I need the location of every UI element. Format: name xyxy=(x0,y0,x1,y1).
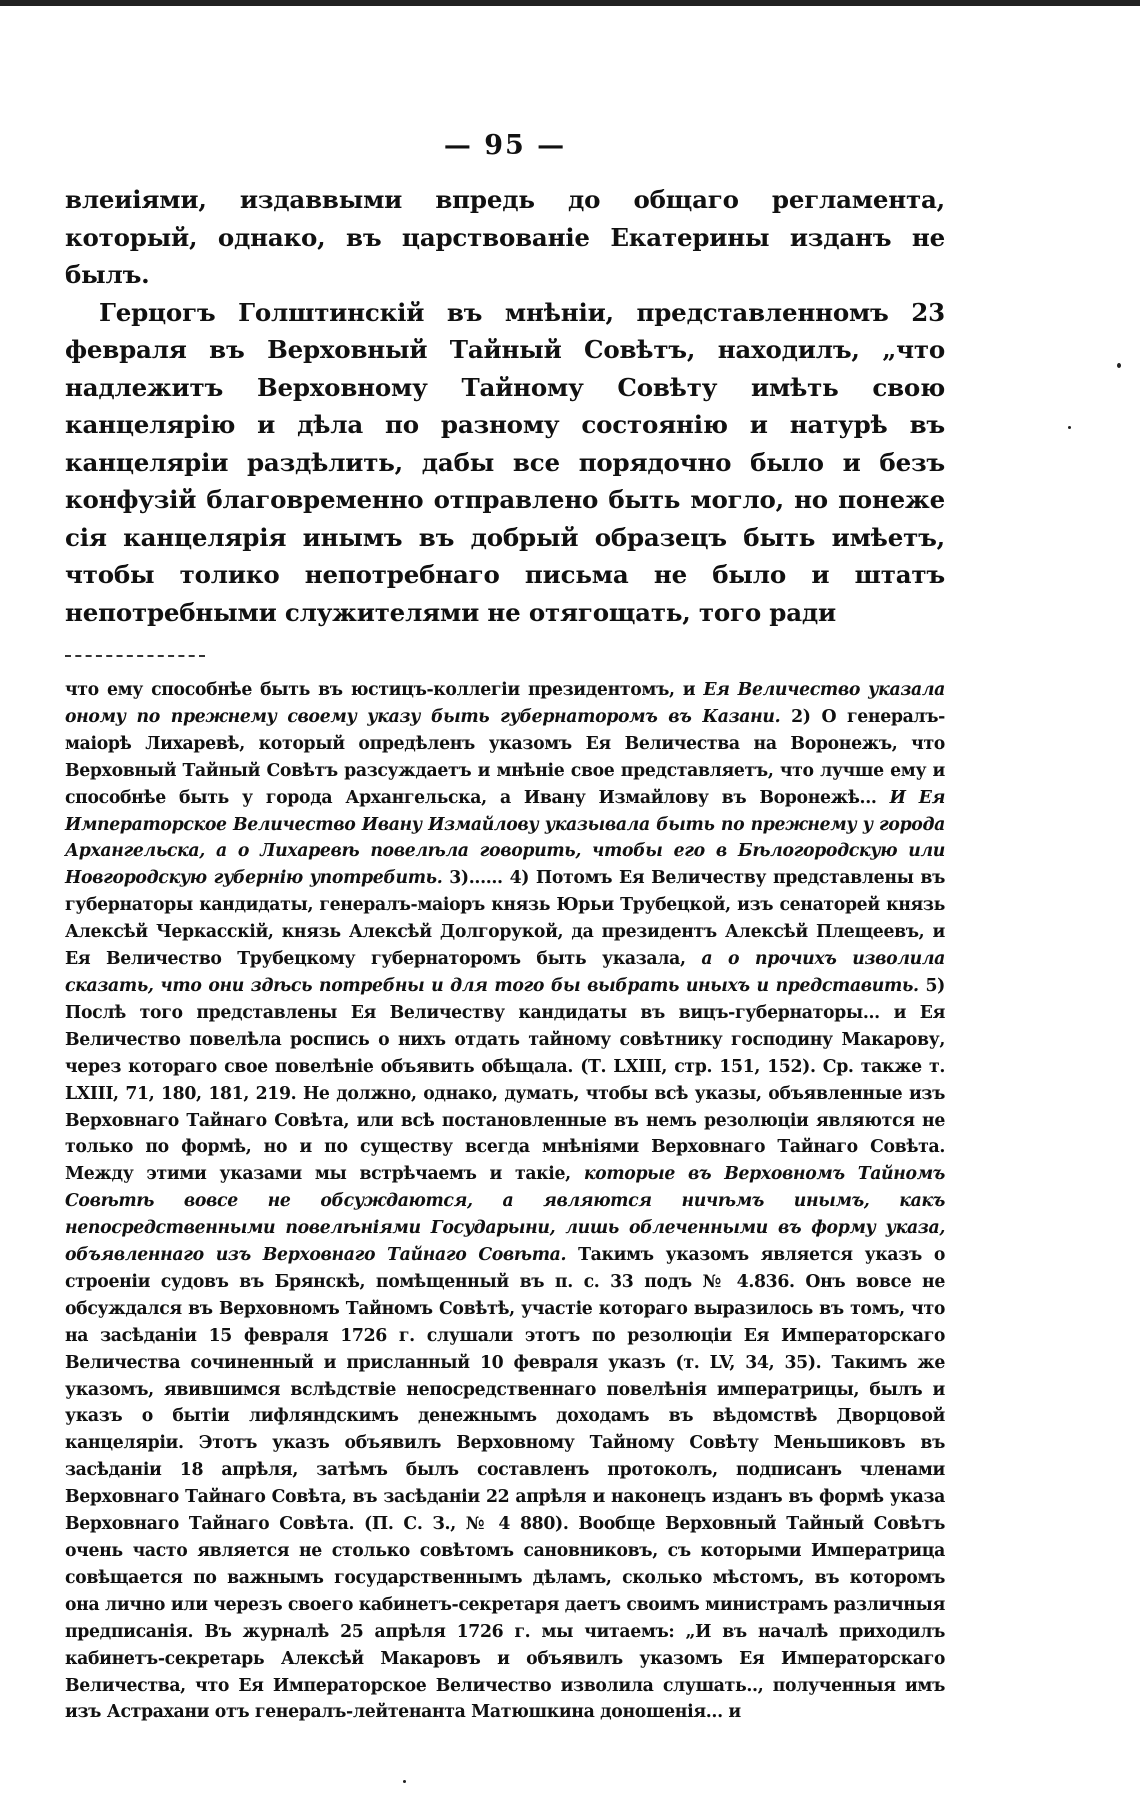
footnote-segment-italic: а о прочихъ изволила сказать, что они здѣсь потребны и для того бы выбрать иныхъ и представить. xyxy=(65,949,945,996)
scan-speck xyxy=(1117,363,1121,368)
footnote-segment-italic: И Ея Императорское Величество Ивану Измайлову указывала быть по прежнему у города Архангельска, а о Лихаревѣ повелѣла говорить, чтобы его в Бѣлогородскую или Новгородскую губернію употребить. xyxy=(65,787,945,889)
footnote-segment-italic: которые въ Верховномъ Тайномъ Совѣтѣ вовсе не обсуждаются, а являются ничѣмъ инымъ, какъ непосредственными повелѣніями Государыни, лишь облеченными въ форму указа, объявленнаго изъ Верховнаго Тайнаго Совѣта. xyxy=(65,1164,945,1266)
footnote-segment: 2) О генералъ-маіорѣ Лихаревѣ, который опредѣленъ указомъ Ея Величества на Воронежъ, что Верховный Тайный Совѣтъ разсуждаетъ и мнѣніе свое представляетъ, что лучше ему и способнѣе быть у города Архангельска, а Ивану Измайлову въ Воронежѣ... xyxy=(65,706,945,808)
footnote-segment: 3)...... 4) Потомъ Ея Величеству представлены въ губернаторы кандидаты, генералъ-маіоръ князь Юрьи Трубецкой, изъ сенаторей князь Алексѣй Черкасскій, князь Алексѣй Долгорукой, да президентъ Алексѣй Плещеевъ, и Ея Величество Трубецкому губернаторомъ быть указала, xyxy=(65,868,945,970)
footnote-segment: что ему способнѣе быть въ юстицъ-коллегіи президентомъ, и xyxy=(65,680,704,700)
page-top-edge xyxy=(0,0,1140,6)
footnote-segment-italic: Ея Величество указала оному по прежнему своему указу быть губернаторомъ въ Казани. xyxy=(65,680,945,727)
footnote-segment: Такимъ указомъ является указъ о строеніи судовъ въ Брянскѣ, помѣщенный въ п. с. 33 подъ № 4.836. Онъ вовсе не обсуждался въ Верховномъ Тайномъ Совѣтѣ, участіе котораго выразилось въ томъ, что на засѣданіи 15 февраля 1726 г. слушали этотъ по резолюціи Ея Императорскаго Величества сочиненный и присланный 10 февраля указъ (т. LV, 34, 35). Такимъ же указомъ, явившимся вслѣдствіе непосредственнаго повелѣнія императрицы, былъ и указъ о бытіи лифляндскимъ денежнымъ доходамъ въ вѣдомствѣ Дворцовой канцеляріи. Этотъ указъ объявилъ Верховному Тайному Совѣту Меньшиковъ въ засѣданіи 18 апрѣля, затѣмъ былъ составленъ протоколъ, подписанъ членами Верховнаго Тайнаго Совѣта, въ засѣданіи 22 апрѣля и наконецъ изданъ въ формѣ указа Верховнаго Тайнаго Совѣта. (П. С. З., № 4 880). Вообще Верховный Тайный Совѣтъ очень часто является не столько совѣтомъ сановниковъ, съ которыми Императрица совѣщается по важнымъ государственнымъ дѣламъ, сколько мѣстомъ, въ которомъ она лично или черезъ своего кабинетъ-секретаря даетъ своимъ министрамъ различныя предписанія. Въ журналѣ 25 апрѣля 1726 г. мы читаемъ: „И въ началѣ приходилъ кабинетъ-секретарь Алексѣй Макаровъ и объявилъ указомъ Ея Императорскаго Величества, что Ея Императорское Величество изволила слушать.., полученныя имъ изъ Астрахани отъ генералъ-лейтенанта Матюшкина доношенія... и xyxy=(65,1245,945,1723)
body-paragraph-1: влеиіями, издаввыми впредь до общаго регламента, который, однако, въ царствованіе Екатерины изданъ не былъ. xyxy=(65,185,945,289)
page-number: — 95 — xyxy=(443,130,567,161)
footnote-segment: 5) Послѣ того представлены Ея Величеству кандидаты въ вицъ-губернаторы... и Ея Величество повелѣла роспись о нихъ отдать тайному совѣтнику господину Макарову, через котораго свое повелѣніе объявить обѣщала. (Т. LXIII, стр. 151, 152). Ср. также т. LXIII, 71, 180, 181, 219. Не должно, однако, думать, чтобы всѣ указы, объявленные изъ Верховнаго Тайнаго Совѣта, или всѣ постановленные въ немъ резолюціи являются не только по формѣ, но и по существу всегда мнѣніями Верховнаго Тайнаго Совѣта. Между этими указами мы встрѣчаемъ и такіе, xyxy=(65,975,945,1185)
scan-speck xyxy=(1068,426,1071,429)
book-page xyxy=(65,130,945,1726)
footnote-separator xyxy=(65,655,205,657)
body-paragraph-2: Герцогъ Голштинскій въ мнѣніи, представленномъ 23 февраля въ Верховный Тайный Совѣтъ, находилъ, „что надлежитъ Верховному Тайному Совѣту имѣть свою канцелярію и дѣла по разному состоянію и натурѣ въ канцеляріи раздѣлить, дабы все порядочно было и безъ конфузій благовременно отправлено быть могло, но понеже сія канцелярія инымъ въ добрый образецъ быть имѣетъ, чтобы толико непотребнаго письма не было и штатъ непотребными служителями не отягощать, того ради xyxy=(65,297,945,627)
footnote xyxy=(65,677,945,1726)
scan-speck xyxy=(403,1780,406,1783)
